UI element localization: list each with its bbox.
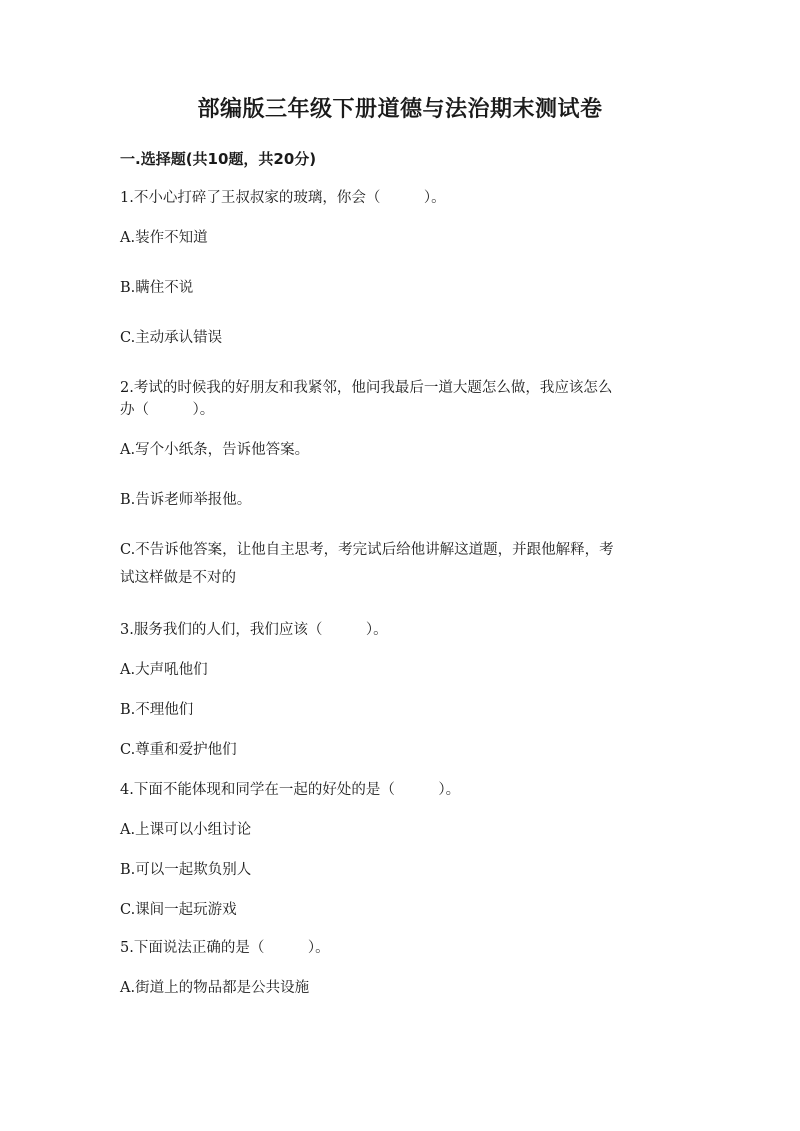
question-1-option-c: C.主动承认错误 bbox=[120, 330, 223, 346]
question-5-stem: 5.下面说法正确的是（ ）。 bbox=[120, 940, 330, 956]
question-3-stem: 3.服务我们的人们，我们应该（ ）。 bbox=[120, 622, 388, 638]
question-3-option-b: B.不理他们 bbox=[120, 702, 194, 718]
question-4-option-a: A.上课可以小组讨论 bbox=[120, 822, 252, 838]
question-3-option-a: A.大声吼他们 bbox=[120, 662, 208, 678]
section-heading: 一.选择题(共10题，共20分) bbox=[120, 150, 317, 168]
question-1-option-a: A.装作不知道 bbox=[120, 230, 208, 246]
question-4-option-b: B.可以一起欺负别人 bbox=[120, 862, 252, 878]
question-3-option-c: C.尊重和爱护他们 bbox=[120, 742, 237, 758]
question-2-stem-line1: 2.考试的时候我的好朋友和我紧邻，他问我最后一道大题怎么做，我应该怎么 bbox=[120, 380, 613, 396]
question-2-option-c-line2: 试这样做是不对的 bbox=[120, 570, 236, 586]
question-5-option-a: A.街道上的物品都是公共设施 bbox=[120, 980, 310, 996]
question-1-stem: 1.不小心打碎了王叔叔家的玻璃，你会（ ）。 bbox=[120, 190, 446, 206]
question-1-option-b: B.瞒住不说 bbox=[120, 280, 194, 296]
question-2-option-c-line1: C.不告诉他答案，让他自主思考，考完试后给他讲解这道题，并跟他解释，考 bbox=[120, 542, 614, 558]
page-title: 部编版三年级下册道德与法治期末测试卷 bbox=[197, 96, 603, 122]
question-2-option-b: B.告诉老师举报他。 bbox=[120, 492, 252, 508]
question-2-stem-line2: 办（ ）。 bbox=[120, 402, 215, 418]
question-4-stem: 4.下面不能体现和同学在一起的好处的是（ ）。 bbox=[120, 782, 461, 798]
question-4-option-c: C.课间一起玩游戏 bbox=[120, 902, 237, 918]
question-2-option-a: A.写个小纸条，告诉他答案。 bbox=[120, 442, 310, 458]
